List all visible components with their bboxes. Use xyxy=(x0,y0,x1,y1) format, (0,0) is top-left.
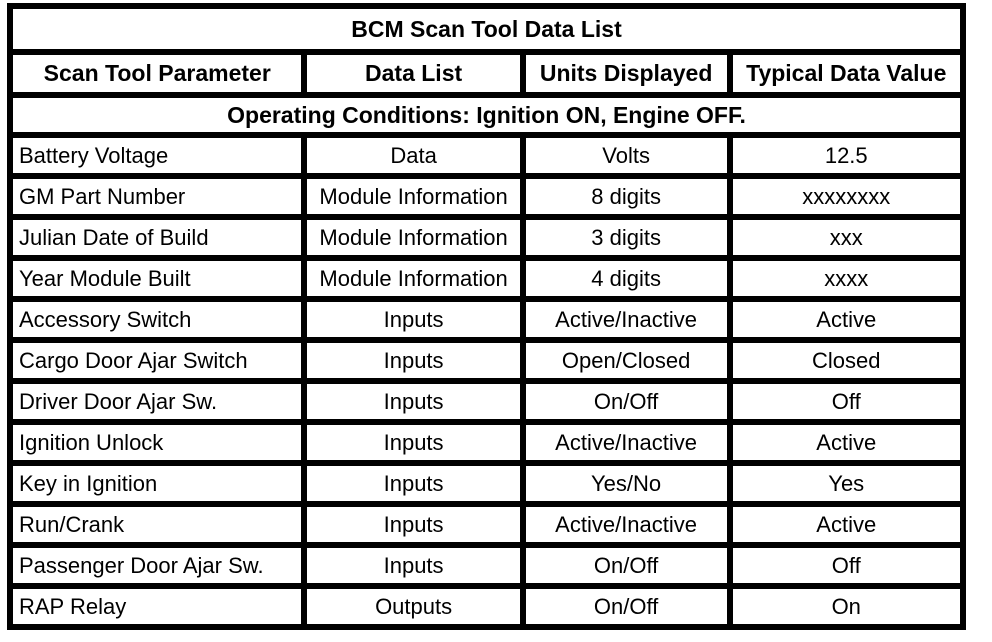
parameter-cell: GM Part Number xyxy=(10,176,304,217)
table-row xyxy=(10,217,963,258)
units-cell: Active/Inactive xyxy=(523,299,730,340)
parameter-cell: Passenger Door Ajar Sw. xyxy=(10,545,304,586)
units-cell: Active/Inactive xyxy=(523,422,730,463)
parameter-cell: Accessory Switch xyxy=(10,299,304,340)
typical-value-cell: Active xyxy=(730,504,964,545)
table-row xyxy=(10,545,963,586)
table-row xyxy=(10,463,963,504)
typical-value-cell: Closed xyxy=(730,340,964,381)
typical-value-cell: xxx xyxy=(730,217,964,258)
table-row xyxy=(10,299,963,340)
data-list-cell: Inputs xyxy=(304,381,522,422)
table-title: BCM Scan Tool Data List xyxy=(10,6,963,52)
data-list-cell: Data xyxy=(304,135,522,176)
table-row xyxy=(10,504,963,545)
data-list-cell: Inputs xyxy=(304,463,522,504)
data-list-cell: Inputs xyxy=(304,299,522,340)
table-title-row xyxy=(10,6,963,52)
data-list-cell: Inputs xyxy=(304,545,522,586)
typical-value-cell: 12.5 xyxy=(730,135,964,176)
units-cell: On/Off xyxy=(523,545,730,586)
parameter-cell: Driver Door Ajar Sw. xyxy=(10,381,304,422)
parameter-cell: Key in Ignition xyxy=(10,463,304,504)
units-cell: On/Off xyxy=(523,586,730,627)
operating-conditions-row xyxy=(10,95,963,135)
parameter-cell: Battery Voltage xyxy=(10,135,304,176)
column-header-units: Units Displayed xyxy=(523,52,730,95)
table-row xyxy=(10,381,963,422)
typical-value-cell: On xyxy=(730,586,964,627)
units-cell: Active/Inactive xyxy=(523,504,730,545)
parameter-cell: Cargo Door Ajar Switch xyxy=(10,340,304,381)
table-row xyxy=(10,422,963,463)
table-row xyxy=(10,586,963,627)
parameter-cell: Year Module Built xyxy=(10,258,304,299)
data-list-cell: Inputs xyxy=(304,422,522,463)
units-cell: 3 digits xyxy=(523,217,730,258)
data-list-cell: Module Information xyxy=(304,217,522,258)
column-header-row xyxy=(10,52,963,95)
typical-value-cell: Off xyxy=(730,381,964,422)
typical-value-cell: Active xyxy=(730,422,964,463)
typical-value-cell: Off xyxy=(730,545,964,586)
data-list-cell: Outputs xyxy=(304,586,522,627)
typical-value-cell: Yes xyxy=(730,463,964,504)
units-cell: On/Off xyxy=(523,381,730,422)
data-list-cell: Inputs xyxy=(304,340,522,381)
data-list-cell: Module Information xyxy=(304,258,522,299)
typical-value-cell: xxxx xyxy=(730,258,964,299)
units-cell: Open/Closed xyxy=(523,340,730,381)
parameter-cell: RAP Relay xyxy=(10,586,304,627)
operating-conditions-text: Operating Conditions: Ignition ON, Engine OFF. xyxy=(10,95,963,135)
column-header-parameter: Scan Tool Parameter xyxy=(10,52,304,95)
table-row xyxy=(10,258,963,299)
parameter-cell: Run/Crank xyxy=(10,504,304,545)
table-row xyxy=(10,176,963,217)
data-list-cell: Module Information xyxy=(304,176,522,217)
units-cell: Volts xyxy=(523,135,730,176)
units-cell: 4 digits xyxy=(523,258,730,299)
column-header-typical: Typical Data Value xyxy=(730,52,964,95)
table-row xyxy=(10,340,963,381)
bcm-scan-tool-data-table xyxy=(7,3,966,630)
parameter-cell: Julian Date of Build xyxy=(10,217,304,258)
column-header-data-list: Data List xyxy=(304,52,522,95)
typical-value-cell: Active xyxy=(730,299,964,340)
units-cell: Yes/No xyxy=(523,463,730,504)
typical-value-cell: xxxxxxxx xyxy=(730,176,964,217)
table-row xyxy=(10,135,963,176)
parameter-cell: Ignition Unlock xyxy=(10,422,304,463)
units-cell: 8 digits xyxy=(523,176,730,217)
data-list-cell: Inputs xyxy=(304,504,522,545)
